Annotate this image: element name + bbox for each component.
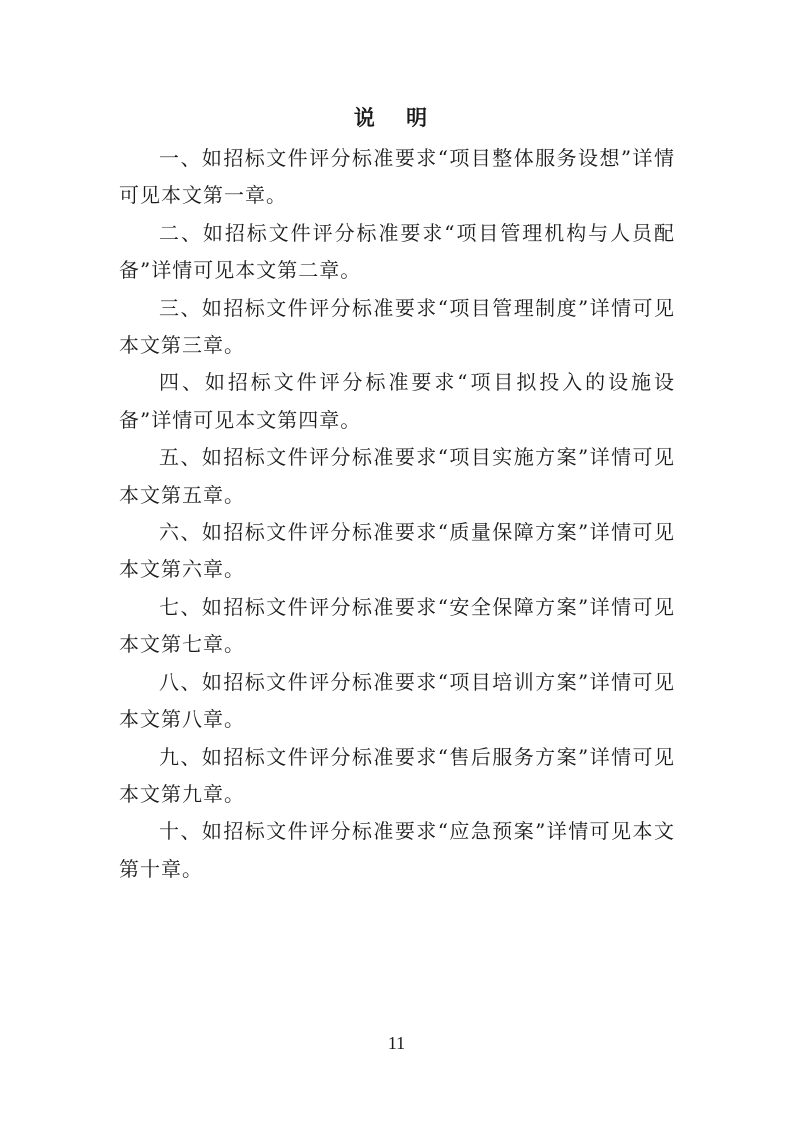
page-number: 11 [387,1033,406,1053]
page-title: 说 明 [353,105,440,130]
instruction-item-8: 八、如招标文件评分标准要求“项目培训方案”详情可见本文第八章。 [119,669,675,732]
instruction-item-4: 四、如招标文件评分标准要求“项目拟投入的设施设备”详情可见本文第四章。 [119,370,675,432]
instruction-item-9: 九、如招标文件评分标准要求“售后服务方案”详情可见本文第九章。 [119,744,675,806]
instruction-item-7: 七、如招标文件评分标准要求“安全保障方案”详情可见本文第七章。 [119,594,675,657]
instruction-item-10: 十、如招标文件评分标准要求“应急预案”详情可见本文第十章。 [119,819,675,881]
instruction-list [119,140,675,888]
instruction-item-5: 五、如招标文件评分标准要求“项目实施方案”详情可见本文第五章。 [119,445,675,507]
instruction-item-1: 一、如招标文件评分标准要求“项目整体服务设想”详情可见本文第一章。 [119,146,675,208]
instruction-item-2: 二、如招标文件评分标准要求“项目管理机构与人员配备”详情可见本文第二章。 [119,220,675,283]
instruction-item-6: 六、如招标文件评分标准要求“质量保障方案”详情可见本文第六章。 [119,520,675,582]
instruction-item-3: 三、如招标文件评分标准要求“项目管理制度”详情可见本文第三章。 [119,295,675,358]
